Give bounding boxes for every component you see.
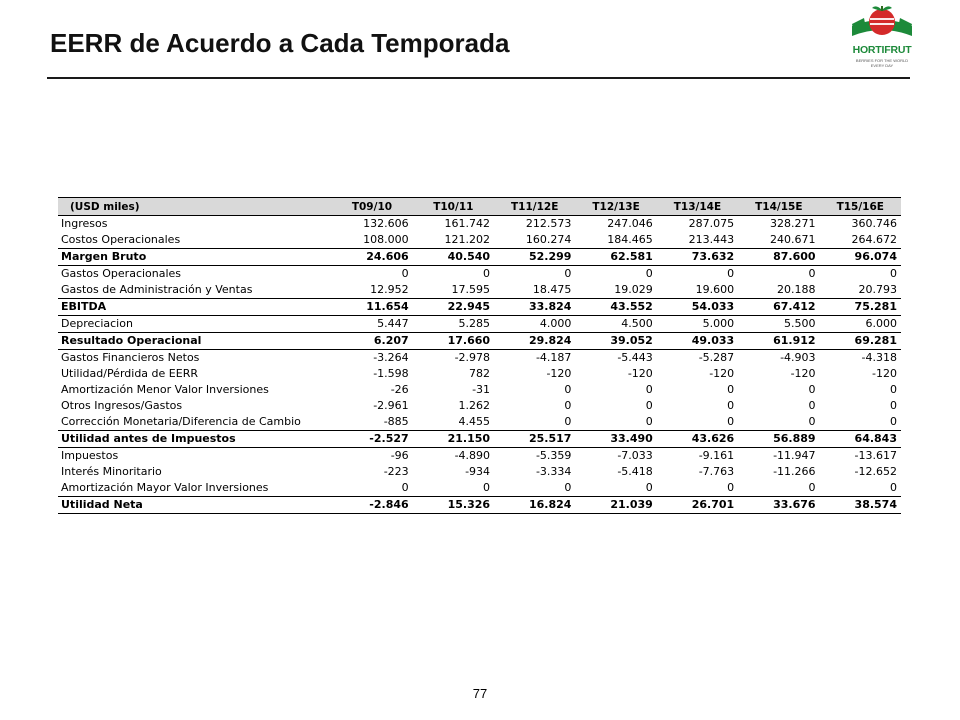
value-cell: 24.606 — [331, 249, 412, 266]
value-cell: 1.262 — [458, 399, 491, 412]
row-label: Ingresos — [61, 217, 108, 230]
value-cell: -3.264 — [373, 351, 409, 364]
hortifrut-logo — [850, 4, 914, 70]
row-label: Amortización Menor Valor Inversiones — [61, 383, 269, 396]
value-cell: 21.039 — [575, 497, 656, 514]
value-cell: -13.617 — [854, 449, 897, 462]
value-cell: 43.626 — [657, 431, 738, 448]
value-cell: 17.660 — [413, 333, 494, 350]
value-cell: 0 — [401, 481, 409, 494]
value-cell: -885 — [383, 415, 409, 428]
value-cell: 19.029 — [614, 283, 653, 296]
value-cell: 0 — [890, 481, 897, 494]
value-cell: 49.033 — [657, 333, 738, 350]
value-cell: 0 — [645, 481, 653, 494]
value-cell: 6.207 — [331, 333, 412, 350]
value-cell: -7.033 — [617, 449, 653, 462]
page-number: 77 — [472, 686, 488, 701]
value-cell: 33.824 — [494, 299, 575, 316]
value-cell: 0 — [564, 267, 572, 280]
value-cell: 4.455 — [458, 415, 491, 428]
value-cell: 240.671 — [770, 233, 816, 246]
value-cell: 160.274 — [525, 233, 572, 246]
value-cell: 17.595 — [451, 283, 491, 296]
row-label: Costos Operacionales — [61, 233, 181, 246]
table-row — [58, 464, 901, 480]
value-cell: -7.763 — [698, 465, 735, 478]
value-cell: 96.074 — [820, 249, 901, 266]
value-cell: 16.824 — [494, 497, 575, 514]
page-title: EERR de Acuerdo a Cada Temporada — [50, 28, 510, 58]
logo-tagline: BERRIES FOR THE WORLD EVERY DAY — [855, 58, 909, 68]
value-cell: 40.540 — [413, 249, 494, 266]
value-cell: -5.418 — [617, 465, 653, 478]
row-label: Corrección Monetaria/Diferencia de Cambio — [61, 415, 301, 428]
value-cell: -11.947 — [773, 449, 816, 462]
income-statement-table — [58, 197, 901, 514]
value-cell: 0 — [645, 415, 653, 428]
value-cell: 69.281 — [820, 333, 901, 350]
value-cell: 22.945 — [413, 299, 494, 316]
row-label: Gastos de Administración y Ventas — [61, 283, 253, 296]
value-cell: -120 — [546, 367, 572, 380]
table-row — [58, 266, 901, 283]
title-divider — [47, 77, 910, 79]
value-cell: 19.600 — [695, 283, 735, 296]
value-cell: -96 — [390, 449, 409, 462]
value-cell: 0 — [808, 415, 816, 428]
value-cell: 12.952 — [370, 283, 409, 296]
value-cell: -223 — [383, 465, 409, 478]
value-cell: -2.527 — [331, 431, 412, 448]
value-cell: 0 — [483, 267, 491, 280]
value-cell: 5.285 — [458, 317, 491, 330]
column-header: T13/14E — [657, 198, 738, 216]
value-cell: 21.150 — [413, 431, 494, 448]
value-cell: 161.742 — [444, 217, 491, 230]
value-cell: 247.046 — [607, 217, 653, 230]
value-cell: 38.574 — [820, 497, 901, 514]
value-cell: -5.443 — [617, 351, 653, 364]
value-cell: 782 — [469, 367, 491, 380]
value-cell: 11.654 — [331, 299, 412, 316]
value-cell: -31 — [472, 383, 491, 396]
value-cell: 0 — [890, 415, 897, 428]
value-cell: 0 — [564, 399, 572, 412]
value-cell: 0 — [808, 267, 816, 280]
row-label: Amortización Mayor Valor Inversiones — [61, 481, 269, 494]
value-cell: 75.281 — [820, 299, 901, 316]
value-cell: 54.033 — [657, 299, 738, 316]
value-cell: 87.600 — [738, 249, 819, 266]
table-row — [58, 366, 901, 382]
value-cell: 0 — [727, 415, 735, 428]
value-cell: 0 — [564, 415, 572, 428]
column-header: T14/15E — [738, 198, 819, 216]
value-cell: 0 — [483, 481, 491, 494]
value-cell: 264.672 — [851, 233, 897, 246]
value-cell: 212.573 — [525, 217, 572, 230]
value-cell: -4.903 — [780, 351, 816, 364]
table-body — [58, 216, 901, 514]
column-header: T10/11 — [413, 198, 494, 216]
value-cell: 25.517 — [494, 431, 575, 448]
value-cell: 29.824 — [494, 333, 575, 350]
row-label: Depreciacion — [61, 317, 133, 330]
value-cell: 0 — [645, 267, 653, 280]
column-header: T11/12E — [494, 198, 575, 216]
row-label: EBITDA — [58, 299, 331, 316]
value-cell: 0 — [808, 383, 816, 396]
value-cell: -120 — [790, 367, 816, 380]
value-cell: -12.652 — [854, 465, 897, 478]
unit-label: (USD miles) — [58, 198, 331, 216]
value-cell: 0 — [890, 267, 897, 280]
value-cell: 20.188 — [777, 283, 816, 296]
value-cell: 61.912 — [738, 333, 819, 350]
value-cell: 5.447 — [377, 317, 409, 330]
value-cell: 67.412 — [738, 299, 819, 316]
value-cell: 5.000 — [702, 317, 735, 330]
value-cell: 287.075 — [688, 217, 735, 230]
value-cell: 360.746 — [851, 217, 897, 230]
table-row — [58, 249, 901, 266]
value-cell: -4.187 — [535, 351, 572, 364]
row-label: Impuestos — [61, 449, 119, 462]
value-cell: 184.465 — [607, 233, 653, 246]
table-row — [58, 216, 901, 233]
row-label: Gastos Financieros Netos — [61, 351, 200, 364]
value-cell: -934 — [465, 465, 491, 478]
logo-wordmark: HORTIFRUT — [852, 44, 912, 56]
column-header: T15/16E — [820, 198, 901, 216]
value-cell: 26.701 — [657, 497, 738, 514]
table-header-row — [58, 198, 901, 216]
value-cell: 0 — [808, 399, 816, 412]
value-cell: 20.793 — [858, 283, 897, 296]
table-row — [58, 448, 901, 465]
value-cell: -26 — [390, 383, 409, 396]
value-cell: -1.598 — [373, 367, 409, 380]
row-label: Otros Ingresos/Gastos — [61, 399, 183, 412]
column-header: T09/10 — [331, 198, 412, 216]
value-cell: 56.889 — [738, 431, 819, 448]
row-label: Utilidad/Pérdida de EERR — [61, 367, 198, 380]
value-cell: -3.334 — [535, 465, 572, 478]
value-cell: 0 — [645, 383, 653, 396]
value-cell: 4.500 — [621, 317, 653, 330]
value-cell: -2.846 — [331, 497, 412, 514]
value-cell: 6.000 — [865, 317, 897, 330]
value-cell: 108.000 — [363, 233, 409, 246]
value-cell: 4.000 — [539, 317, 572, 330]
table-row — [58, 299, 901, 316]
value-cell: 0 — [727, 267, 735, 280]
value-cell: 73.632 — [657, 249, 738, 266]
table-row — [58, 480, 901, 497]
value-cell: 15.326 — [413, 497, 494, 514]
table-row — [58, 382, 901, 398]
value-cell: 43.552 — [575, 299, 656, 316]
value-cell: 0 — [727, 383, 735, 396]
table-row — [58, 497, 901, 514]
value-cell: 0 — [564, 383, 572, 396]
value-cell: 39.052 — [575, 333, 656, 350]
table-row — [58, 398, 901, 414]
value-cell: -120 — [709, 367, 735, 380]
value-cell: -2.961 — [373, 399, 409, 412]
logo-emblem-icon — [850, 4, 914, 46]
value-cell: -9.161 — [698, 449, 735, 462]
value-cell: -2.978 — [454, 351, 491, 364]
column-header: T12/13E — [575, 198, 656, 216]
value-cell: 62.581 — [575, 249, 656, 266]
table-row — [58, 414, 901, 431]
row-label: Margen Bruto — [58, 249, 331, 266]
value-cell: 0 — [808, 481, 816, 494]
value-cell: 64.843 — [820, 431, 901, 448]
value-cell: 213.443 — [688, 233, 735, 246]
value-cell: 0 — [727, 399, 735, 412]
value-cell: -11.266 — [773, 465, 816, 478]
table-row — [58, 431, 901, 448]
value-cell: -4.318 — [861, 351, 897, 364]
value-cell: 33.490 — [575, 431, 656, 448]
value-cell: -4.890 — [454, 449, 491, 462]
value-cell: 132.606 — [363, 217, 409, 230]
value-cell: -120 — [872, 367, 897, 380]
value-cell: -5.287 — [698, 351, 735, 364]
value-cell: 52.299 — [494, 249, 575, 266]
value-cell: 0 — [564, 481, 572, 494]
value-cell: 5.500 — [784, 317, 816, 330]
table-row — [58, 350, 901, 367]
row-label: Interés Minoritario — [61, 465, 162, 478]
value-cell: 33.676 — [738, 497, 819, 514]
table-row — [58, 282, 901, 299]
row-label: Utilidad antes de Impuestos — [58, 431, 331, 448]
value-cell: 0 — [727, 481, 735, 494]
value-cell: 0 — [645, 399, 653, 412]
row-label: Utilidad Neta — [58, 497, 331, 514]
value-cell: 121.202 — [444, 233, 491, 246]
value-cell: 0 — [890, 399, 897, 412]
row-label: Resultado Operacional — [58, 333, 331, 350]
value-cell: -120 — [627, 367, 653, 380]
table-row — [58, 316, 901, 333]
value-cell: 328.271 — [770, 217, 816, 230]
value-cell: 0 — [401, 267, 409, 280]
value-cell: 18.475 — [532, 283, 572, 296]
table-row — [58, 333, 901, 350]
value-cell: 0 — [890, 383, 897, 396]
value-cell: -5.359 — [535, 449, 572, 462]
row-label: Gastos Operacionales — [61, 267, 182, 280]
table-row — [58, 232, 901, 249]
